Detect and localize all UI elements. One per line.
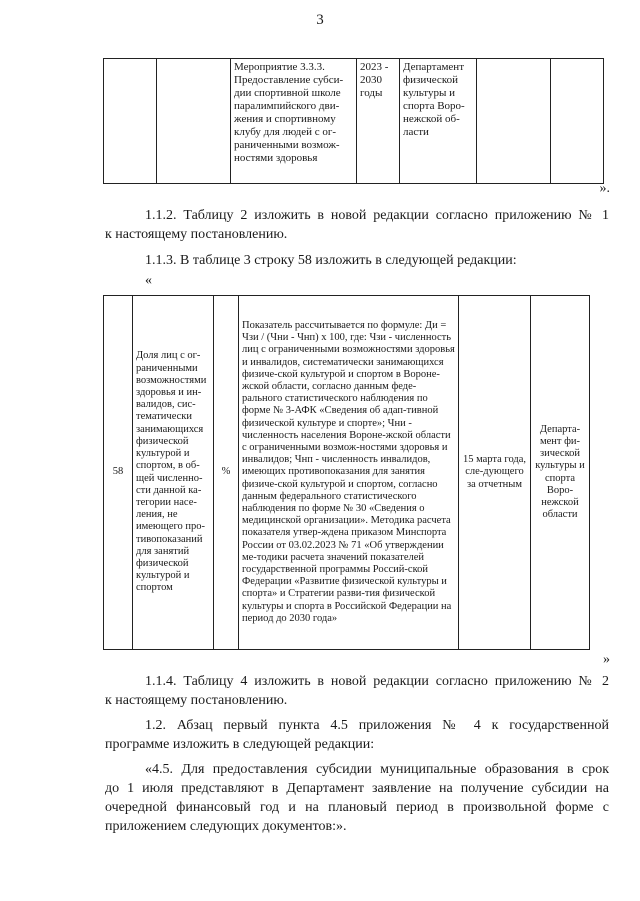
table-cell-empty <box>551 59 604 184</box>
paragraph-line: к настоящему постановлению. <box>105 693 288 708</box>
deadline-cell <box>459 296 531 650</box>
paragraph-line: 1.2. Абзац первый пункта 4.5 приложения № 4 к государственной <box>145 718 609 733</box>
table-cell-empty <box>104 59 157 184</box>
paragraph-line: 1.1.4. Таблицу 4 изложить в новой редакции согласно приложению № 2 <box>145 674 609 689</box>
deadline: 15 марта года, сле-дующего за отчетным <box>462 454 527 490</box>
close-quote: » <box>603 652 610 667</box>
table-row-58 <box>103 295 590 650</box>
paragraph-1-1-3: 1.1.3. В таблице 3 строку 58 изложить в следующей редакции: <box>145 253 517 268</box>
paragraph-line: приложением следующих документов:». <box>105 819 347 834</box>
method-cell <box>239 296 459 650</box>
years-cell <box>357 59 400 184</box>
table-cell-empty <box>157 59 231 184</box>
event-text: Мероприятие 3.3.3. Предоставление субси-дии спортивной школе паралимпийского дви-жения и спортивному клубу для людей с ог-раниченными возмож-ностями здоровья <box>234 61 344 164</box>
paragraph-4-5 <box>105 760 609 836</box>
paragraph-line: до 1 июля представляют в Департамент заявление на получение субсидии на <box>105 781 609 796</box>
table-row <box>104 59 604 184</box>
responsible-body: Департа-мент фи-зической культуры и спорта Воро-нежской области <box>535 423 585 521</box>
paragraph-line: к настоящему постановлению. <box>105 227 288 242</box>
unit: % <box>221 466 231 478</box>
paragraph-line: 1.1.2. Таблицу 2 изложить в новой редакции согласно приложению № 1 <box>145 208 609 223</box>
executor-text: Департамент физической культуры и спорта Воро-нежской об-ласти <box>403 61 465 138</box>
page-number: 3 <box>316 12 324 28</box>
indicator-name-cell <box>133 296 214 650</box>
responsible-cell <box>531 296 590 650</box>
row-number-cell <box>104 296 133 650</box>
paragraph-1-1-2 <box>105 206 609 244</box>
close-quote: ». <box>599 181 610 196</box>
paragraph-line: программе изложить в следующей редакции: <box>105 737 375 752</box>
row-number: 58 <box>112 466 124 478</box>
table-row <box>104 296 590 650</box>
table-cell-empty <box>477 59 551 184</box>
paragraph-1-1-4 <box>105 672 609 710</box>
unit-cell <box>214 296 239 650</box>
open-quote: « <box>145 273 152 288</box>
executor-cell <box>400 59 477 184</box>
event-cell <box>231 59 357 184</box>
table-fragment-top <box>103 58 604 184</box>
years-text: 2023 - 2030 годы <box>360 61 389 99</box>
paragraph-line: «4.5. Для предоставления субсидии муниципальные образования в срок <box>145 762 609 777</box>
calculation-method: Показатель рассчитывается по формуле: Ди = Чзи / (Чни - Чнп) х 100, где: Чзи - численность лиц с ограниченными возможностями здоровья и инвалидов, систематически занимающихся физиче-ской культурой и спортом в Вороне-жской области, согласно данным феде-рального статистического наблюдения по форме № 3-АФК «Сведения об адап-тивной физической культуре и спорте»; Чни - численность населения Вороне-жской области с ограниченными возмож-ностями здоровья и инвалидов; Чнп - численность инвалидов, имеющих противопоказания для занятия физиче-ской культурой и спортом, согласно данным федерального статистического наблюдения по форме № 30 «Сведения о медицинской организации». Методика расчета показателя утвер-ждена приказом Минспорта России от 03.02.2023 № 71 «Об утверждении ме-тодики расчета значений показателей государственной программы Россий-ской Федерации «Развитие физической культуры и спорта» и Стратегии разви-тия физической культуры и спорта в Российской Федерации на период до 2030 года» <box>242 319 455 624</box>
paragraph-1-2 <box>105 716 609 754</box>
indicator-name: Доля лиц с ог-раниченными возможностями здоровья и ин-валидов, сис-тематически занимающихся физической культурой и спортом, в об-щей численно-сти данной ка-тегории насе-ления, не имеющего про-тивопоказаний для занятий физической культурой и спортом <box>136 350 207 594</box>
paragraph-line: очередной финансовый год и на плановый период в произвольной форме с <box>105 800 609 815</box>
